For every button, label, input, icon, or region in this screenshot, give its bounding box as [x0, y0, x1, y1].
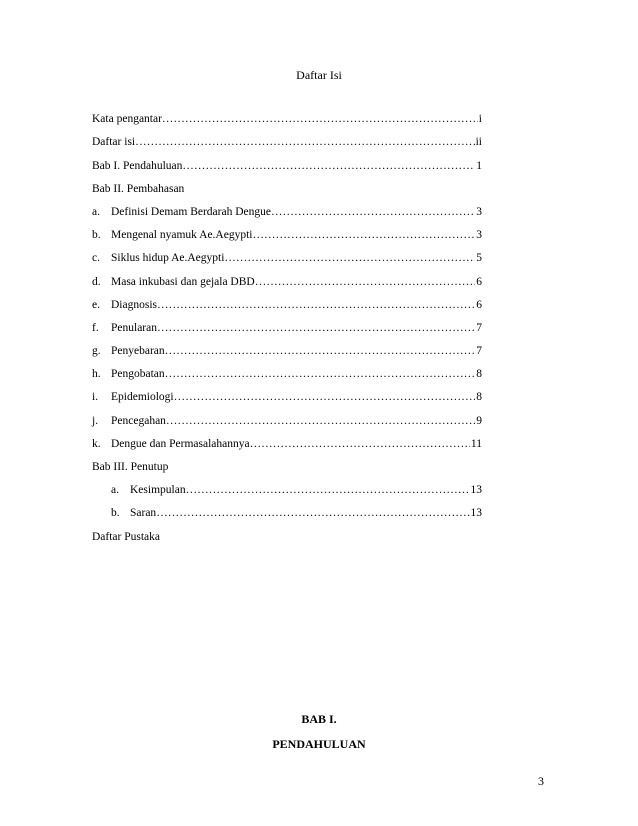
toc-leader-dots: [166, 414, 475, 428]
toc-entry-page: 6: [476, 298, 482, 311]
toc-entry-number: c.: [92, 252, 100, 265]
toc-entry-number: f.: [92, 321, 99, 334]
toc-entry: [92, 520, 482, 543]
toc-entry-page: 1: [476, 159, 482, 172]
table-of-contents: [92, 103, 482, 544]
toc-entry-label: Daftar Pustaka: [92, 530, 161, 543]
toc-entry-page: 3: [476, 229, 482, 242]
toc-entry-page: i: [478, 113, 482, 126]
toc-entry-page: 7: [476, 321, 482, 334]
toc-entry: [92, 265, 482, 288]
toc-entry-label: Bab III. Penutup: [92, 461, 169, 473]
toc-title: Daftar Isi: [296, 68, 342, 82]
toc-entry-page: 5: [476, 252, 482, 265]
toc-entry-label: Penyebaran: [111, 345, 165, 358]
toc-entry-page: 13: [470, 484, 482, 497]
page-number: 3: [538, 774, 544, 788]
toc-entry-label: Diagnosis: [111, 298, 157, 311]
toc-entry-label: Kesimpulan: [130, 484, 186, 497]
toc-entry: [92, 149, 482, 172]
toc-entry: [92, 312, 482, 335]
toc-entry-label: Siklus hidup Ae.Aegypti: [111, 252, 225, 265]
toc-leader-dots: [182, 159, 475, 173]
toc-entry-number: b.: [92, 229, 101, 242]
toc-entry-number: b.: [111, 507, 120, 520]
toc-entry-label: Masa inkubasi dan gejala DBD: [111, 275, 255, 288]
toc-entry-label: Pencegahan: [111, 414, 166, 427]
toc-leader-dots: [156, 506, 469, 520]
toc-entry-label: Definisi Demam Berdarah Dengue: [111, 205, 271, 218]
toc-leader-dots: [165, 367, 476, 381]
toc-leader-dots: [135, 135, 475, 149]
toc-entry-label: Daftar isi: [92, 136, 136, 149]
toc-entry-page: 6: [476, 275, 482, 288]
toc-entry-label: Penularan: [111, 321, 157, 334]
toc-entry: [92, 173, 482, 196]
toc-entry-page: 11: [470, 437, 482, 450]
toc-entry-page: 8: [476, 391, 482, 404]
toc-leader-dots: [250, 437, 470, 451]
toc-entry-number: j.: [92, 414, 99, 427]
toc-entry-number: e.: [92, 298, 100, 311]
toc-entry: [92, 474, 482, 497]
toc-entry: [92, 404, 482, 427]
toc-leader-dots: [186, 483, 470, 497]
toc-entry-number: d.: [92, 275, 101, 288]
toc-entry-page: ii: [475, 136, 482, 149]
toc-entry-label: Saran: [130, 507, 157, 520]
chapter-heading: BAB I.: [301, 712, 337, 726]
toc-leader-dots: [252, 228, 475, 242]
toc-entry: [92, 242, 482, 265]
toc-entry: [92, 358, 482, 381]
toc-entry-label: Epidemiologi: [111, 391, 174, 404]
toc-entry: [92, 219, 482, 242]
toc-entry: [92, 428, 482, 451]
toc-leader-dots: [224, 251, 475, 265]
toc-leader-dots: [157, 321, 475, 335]
toc-entry: [92, 381, 482, 404]
toc-entry-label: Bab II. Pembahasan: [92, 182, 185, 195]
toc-entry-number: a.: [92, 205, 100, 218]
toc-entry-page: 13: [470, 507, 482, 520]
toc-leader-dots: [255, 275, 476, 289]
toc-entry: [92, 196, 482, 219]
toc-entry: [92, 451, 482, 474]
toc-leader-dots: [165, 344, 476, 358]
toc-entry-number: i.: [92, 391, 99, 404]
toc-entry-page: 9: [476, 414, 482, 427]
toc-entry-number: h.: [92, 368, 101, 381]
toc-leader-dots: [162, 112, 478, 126]
toc-entry-number: g.: [92, 345, 101, 358]
toc-entry: [92, 335, 482, 358]
toc-entry: [92, 126, 482, 149]
toc-leader-dots: [174, 390, 476, 404]
toc-entry-label: Mengenal nyamuk Ae.Aegypti: [111, 229, 253, 242]
toc-entry-label: Bab I. Pendahuluan: [92, 159, 183, 172]
toc-entry-label: Pengobatan: [111, 368, 165, 381]
toc-entry-number: a.: [111, 484, 119, 497]
toc-entry-page: 3: [476, 205, 482, 218]
toc-leader-dots: [271, 205, 475, 219]
chapter-title: PENDAHULUAN: [272, 737, 366, 751]
toc-entry-label: Kata pengantar: [92, 113, 162, 126]
toc-entry-label: Dengue dan Permasalahannya: [111, 437, 250, 450]
toc-entry: [92, 103, 482, 126]
toc-entry-number: k.: [92, 437, 101, 450]
toc-leader-dots: [157, 298, 475, 312]
toc-entry-page: 8: [476, 368, 482, 381]
toc-entry: [92, 289, 482, 312]
toc-entry: [92, 497, 482, 520]
toc-entry-page: 7: [476, 345, 482, 358]
